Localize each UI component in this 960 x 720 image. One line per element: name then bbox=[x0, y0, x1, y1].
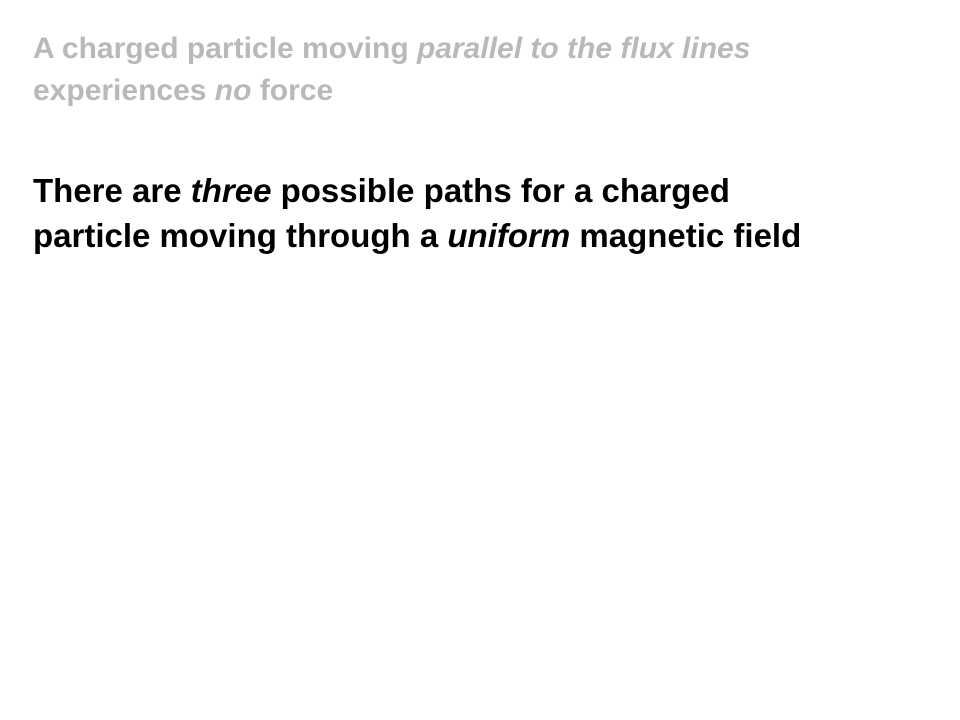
slide-title bbox=[33, 28, 938, 112]
slide-body-text bbox=[33, 168, 938, 258]
emphasized-text: uniform bbox=[447, 217, 571, 254]
text-line bbox=[33, 28, 938, 70]
text-segment: experiences bbox=[33, 74, 215, 107]
text-line bbox=[33, 213, 938, 258]
emphasized-text: parallel to the flux lines bbox=[416, 32, 751, 65]
text-segment: There are bbox=[33, 172, 191, 209]
emphasized-text: no bbox=[214, 74, 252, 107]
text-segment: A charged particle moving bbox=[33, 32, 417, 65]
text-segment: possible paths for a charged bbox=[271, 172, 730, 209]
text-segment: force bbox=[251, 74, 334, 107]
text-segment: particle moving through a bbox=[33, 217, 448, 254]
text-line bbox=[33, 70, 938, 112]
emphasized-text: three bbox=[190, 172, 272, 209]
text-segment: magnetic field bbox=[570, 217, 802, 254]
text-line bbox=[33, 168, 938, 213]
